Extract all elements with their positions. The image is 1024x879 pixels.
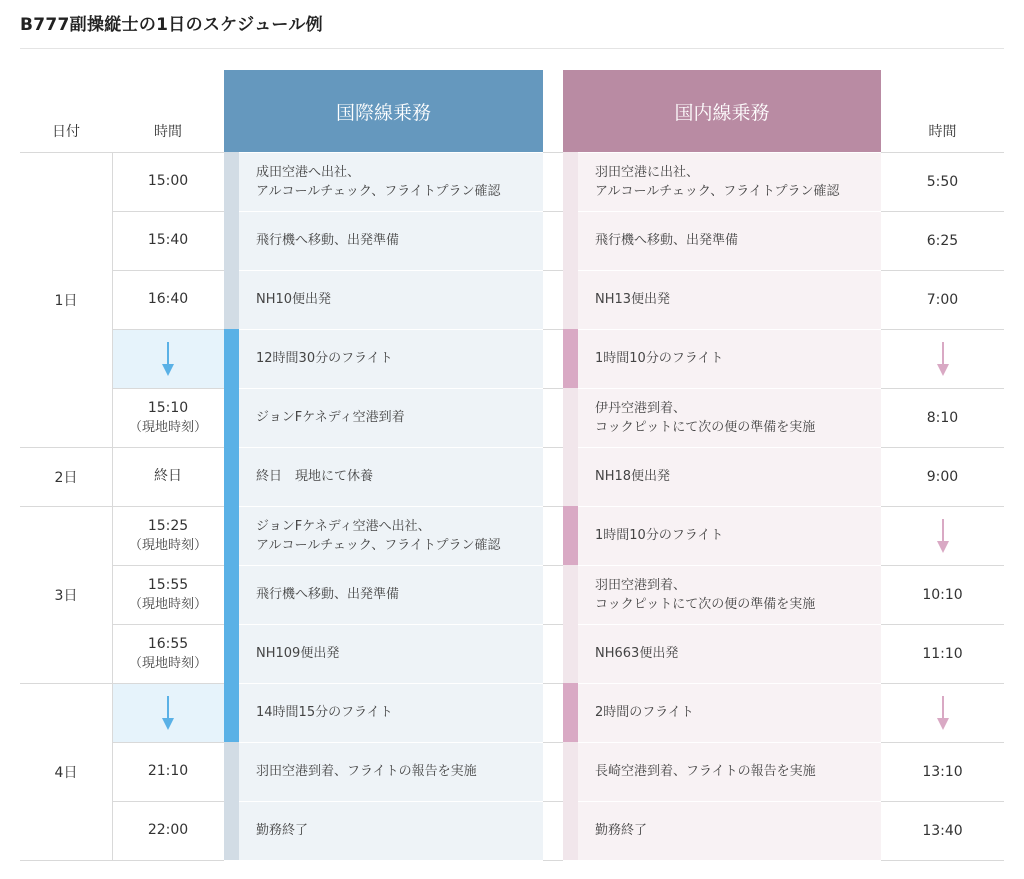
international-duty-cell [224, 211, 543, 270]
row-divider [578, 329, 881, 330]
row-divider [239, 565, 543, 566]
timeline-bar [563, 447, 578, 506]
time-value: 9:00 [926, 468, 959, 485]
timeline-bar [563, 742, 578, 801]
row-divider [578, 388, 881, 389]
text-line: アルコールチェック、フライトプラン確認 [595, 183, 840, 199]
header-international-duty: 国際線乗務 [224, 70, 543, 152]
title-divider [20, 48, 1004, 49]
text-line: ジョンFケネディ空港到着 [256, 410, 405, 425]
domestic-duty-text [595, 624, 873, 683]
row-divider [543, 152, 563, 153]
international-duty-cell [224, 447, 543, 506]
time-value: 22:00 [147, 822, 189, 838]
row-divider [578, 565, 881, 566]
domestic-duty-cell [563, 801, 881, 860]
row-divider [112, 211, 224, 212]
row-divider [239, 860, 543, 861]
text-line: 長崎空港到着、フライトの報告を実施 [595, 764, 816, 779]
time-value: 13:40 [922, 822, 963, 839]
timeline-bar [224, 565, 239, 624]
day-cell: 1日 [54, 292, 78, 309]
time-right-cell [881, 683, 1004, 742]
international-duty-text [256, 801, 535, 860]
time-cell [112, 624, 224, 683]
timeline-bar [224, 447, 239, 506]
text-line: 伊丹空港到着、 [595, 400, 687, 416]
row-divider [881, 388, 1004, 389]
day-cell: 4日 [54, 764, 78, 781]
header-domestic-duty: 国内線乗務 [563, 70, 881, 152]
international-duty-cell [224, 801, 543, 860]
row-divider [881, 683, 1004, 684]
international-duty-cell [224, 683, 543, 742]
row-divider [543, 624, 563, 625]
time-right-cell [881, 565, 1004, 624]
row-divider [543, 447, 563, 448]
row-divider [239, 270, 543, 271]
row-divider [578, 624, 881, 625]
row-divider [881, 565, 1004, 566]
time-right-cell [881, 152, 1004, 211]
time-value: 13:10 [922, 763, 963, 780]
time-cell [112, 742, 224, 801]
row-divider [20, 506, 224, 507]
international-duty-cell [224, 624, 543, 683]
time-right-cell [881, 270, 1004, 329]
row-divider [239, 742, 543, 743]
domestic-duty-cell [563, 624, 881, 683]
timeline-bar [224, 742, 239, 801]
international-duty-cell [224, 506, 543, 565]
time-value: 8:10 [926, 409, 959, 426]
row-divider [543, 388, 563, 389]
time-value: 7:00 [926, 291, 959, 308]
text-line: 成田空港へ出社、 [256, 164, 361, 180]
row-divider [112, 388, 224, 389]
row-divider [578, 860, 881, 861]
time-value: 21:10 [147, 763, 189, 779]
row-divider [543, 329, 563, 330]
row-divider [20, 447, 224, 448]
text-line: 飛行機へ移動、出発準備 [256, 587, 400, 602]
arrow-down-icon [936, 519, 950, 553]
domestic-duty-text [595, 152, 873, 211]
domestic-duty-text [595, 211, 873, 270]
time-right-cell [881, 624, 1004, 683]
text-line: NH13便出発 [595, 292, 671, 307]
timeline-bar [224, 683, 239, 742]
domestic-duty-text [595, 447, 873, 506]
row-divider [543, 742, 563, 743]
international-duty-cell [224, 270, 543, 329]
row-divider [543, 860, 563, 861]
domestic-duty-text [595, 801, 873, 860]
row-divider [112, 624, 224, 625]
text-line: 12時間30分のフライト [256, 351, 393, 366]
timeline-bar [563, 565, 578, 624]
row-divider [543, 506, 563, 507]
time-cell [112, 388, 224, 447]
domestic-duty-text [595, 742, 873, 801]
time-value: 16:55 [147, 635, 189, 652]
text-line: 勤務終了 [595, 823, 648, 838]
timeline-bar [224, 152, 239, 211]
arrow-down-icon [936, 696, 950, 730]
local-time-note: （現地時刻） [128, 655, 207, 671]
timeline-bar [563, 801, 578, 860]
timeline-bar [563, 624, 578, 683]
domestic-duty-cell [563, 388, 881, 447]
text-line: 1時間10分のフライト [595, 351, 724, 366]
row-divider [239, 683, 543, 684]
row-divider [239, 447, 543, 448]
arrow-down-icon [161, 342, 175, 376]
international-duty-text [256, 565, 535, 624]
row-divider [543, 801, 563, 802]
time-cell [112, 152, 224, 211]
text-line: 2時間のフライト [595, 705, 694, 720]
time-cell [112, 270, 224, 329]
row-divider [578, 506, 881, 507]
row-divider [578, 211, 881, 212]
domestic-duty-text [595, 329, 873, 388]
timeline-bar [224, 211, 239, 270]
time-right-cell [881, 211, 1004, 270]
row-divider [112, 329, 224, 330]
time-value: 16:40 [147, 291, 189, 307]
header-time-right: 時間 [928, 124, 957, 140]
text-line: 羽田空港到着、フライトの報告を実施 [256, 764, 477, 779]
domestic-duty-text [595, 270, 873, 329]
international-duty-text [256, 329, 535, 388]
text-line: アルコールチェック、フライトプラン確認 [256, 537, 501, 553]
domestic-duty-cell [563, 683, 881, 742]
row-divider [881, 270, 1004, 271]
time-cell [112, 565, 224, 624]
row-divider [239, 329, 543, 330]
time-right-cell [881, 329, 1004, 388]
time-right-cell [881, 742, 1004, 801]
row-divider [881, 329, 1004, 330]
row-divider [881, 860, 1004, 861]
international-duty-cell [224, 742, 543, 801]
row-divider [239, 388, 543, 389]
row-divider [543, 565, 563, 566]
day-cell: 2日 [54, 469, 78, 486]
time-right-cell [881, 447, 1004, 506]
local-time-note: （現地時刻） [128, 537, 207, 553]
row-divider [112, 565, 224, 566]
row-divider [578, 270, 881, 271]
time-cell [112, 683, 224, 742]
international-duty-text [256, 152, 535, 211]
domestic-duty-cell [563, 742, 881, 801]
time-value: 5:50 [926, 173, 959, 190]
text-line: 羽田空港に出社、 [595, 164, 700, 180]
text-line: コックピットにて次の便の準備を実施 [595, 596, 816, 612]
domestic-duty-text [595, 388, 873, 447]
domestic-duty-text [595, 565, 873, 624]
time-cell [112, 329, 224, 388]
row-divider [543, 270, 563, 271]
timeline-bar [224, 329, 239, 388]
time-right-cell [881, 388, 1004, 447]
domestic-duty-cell [563, 447, 881, 506]
time-cell [112, 211, 224, 270]
row-divider [239, 624, 543, 625]
header-date: 日付 [52, 124, 80, 140]
timeline-bar [563, 211, 578, 270]
international-duty-text [256, 683, 535, 742]
row-divider [112, 742, 224, 743]
header-time: 時間 [154, 124, 182, 140]
time-value: 10:10 [922, 586, 963, 603]
time-value: 11:10 [922, 645, 963, 662]
time-value: 終日 [154, 468, 182, 484]
timeline-bar [224, 506, 239, 565]
row-divider [578, 683, 881, 684]
row-divider [881, 211, 1004, 212]
text-line: 14時間15分のフライト [256, 705, 393, 720]
page-title: B777副操縦士の1日のスケジュール例 [20, 15, 323, 35]
row-divider [543, 211, 563, 212]
international-duty-cell [224, 388, 543, 447]
row-divider [881, 152, 1004, 153]
row-divider [881, 742, 1004, 743]
row-divider [578, 152, 881, 153]
row-divider [20, 683, 224, 684]
arrow-down-icon [936, 342, 950, 376]
timeline-bar [224, 801, 239, 860]
row-divider [881, 801, 1004, 802]
timeline-bar [563, 152, 578, 211]
time-cell [112, 506, 224, 565]
row-divider [20, 860, 224, 861]
text-line: アルコールチェック、フライトプラン確認 [256, 183, 501, 199]
row-divider [239, 211, 543, 212]
international-duty-text [256, 624, 535, 683]
domestic-duty-cell [563, 506, 881, 565]
text-line: 勤務終了 [256, 823, 309, 838]
timeline-bar [224, 388, 239, 447]
row-divider [239, 152, 543, 153]
time-value: 15:40 [147, 232, 189, 248]
international-duty-text [256, 447, 535, 506]
row-divider [112, 270, 224, 271]
international-duty-text [256, 270, 535, 329]
international-duty-text [256, 506, 535, 565]
arrow-down-icon [161, 696, 175, 730]
domestic-duty-cell [563, 270, 881, 329]
international-duty-cell [224, 329, 543, 388]
local-time-note: （現地時刻） [128, 419, 207, 435]
text-line: 羽田空港到着、 [595, 577, 687, 593]
time-cell [112, 447, 224, 506]
row-divider [881, 447, 1004, 448]
text-line: 飛行機へ移動、出発準備 [256, 233, 400, 248]
text-line: 飛行機へ移動、出発準備 [595, 233, 739, 248]
row-divider [112, 801, 224, 802]
text-line: 終日 現地にて休養 [256, 469, 374, 484]
domestic-duty-cell [563, 565, 881, 624]
row-divider [20, 152, 224, 153]
timeline-bar [563, 329, 578, 388]
domestic-duty-cell [563, 152, 881, 211]
time-value: 15:00 [147, 173, 189, 189]
time-right-cell [881, 506, 1004, 565]
row-divider [578, 447, 881, 448]
text-line: NH663便出発 [595, 646, 679, 661]
row-divider [239, 506, 543, 507]
international-duty-text [256, 388, 535, 447]
international-duty-text [256, 211, 535, 270]
row-divider [578, 742, 881, 743]
text-line: NH10便出発 [256, 292, 332, 307]
time-cell [112, 801, 224, 860]
row-divider [881, 506, 1004, 507]
day-cell: 3日 [54, 587, 78, 604]
timeline-bar [563, 388, 578, 447]
text-line: NH109便出発 [256, 646, 340, 661]
row-divider [881, 624, 1004, 625]
domestic-duty-cell [563, 211, 881, 270]
time-value: 6:25 [926, 232, 959, 249]
international-duty-text [256, 742, 535, 801]
international-duty-cell [224, 152, 543, 211]
domestic-duty-text [595, 506, 873, 565]
international-duty-cell [224, 565, 543, 624]
text-line: コックピットにて次の便の準備を実施 [595, 419, 816, 435]
domestic-duty-text [595, 683, 873, 742]
time-value: 15:55 [147, 576, 189, 593]
row-divider [239, 801, 543, 802]
text-line: ジョンFケネディ空港へ出社、 [256, 518, 431, 534]
time-value: 15:10 [147, 399, 189, 416]
text-line: 1時間10分のフライト [595, 528, 724, 543]
time-value: 15:25 [147, 517, 189, 534]
text-line: NH18便出発 [595, 469, 671, 484]
timeline-bar [563, 270, 578, 329]
domestic-duty-cell [563, 329, 881, 388]
timeline-bar [224, 270, 239, 329]
timeline-bar [224, 624, 239, 683]
timeline-bar [563, 683, 578, 742]
time-right-cell [881, 801, 1004, 860]
row-divider [578, 801, 881, 802]
column-divider [112, 152, 113, 860]
row-divider [543, 683, 563, 684]
local-time-note: （現地時刻） [128, 596, 207, 612]
timeline-bar [563, 506, 578, 565]
